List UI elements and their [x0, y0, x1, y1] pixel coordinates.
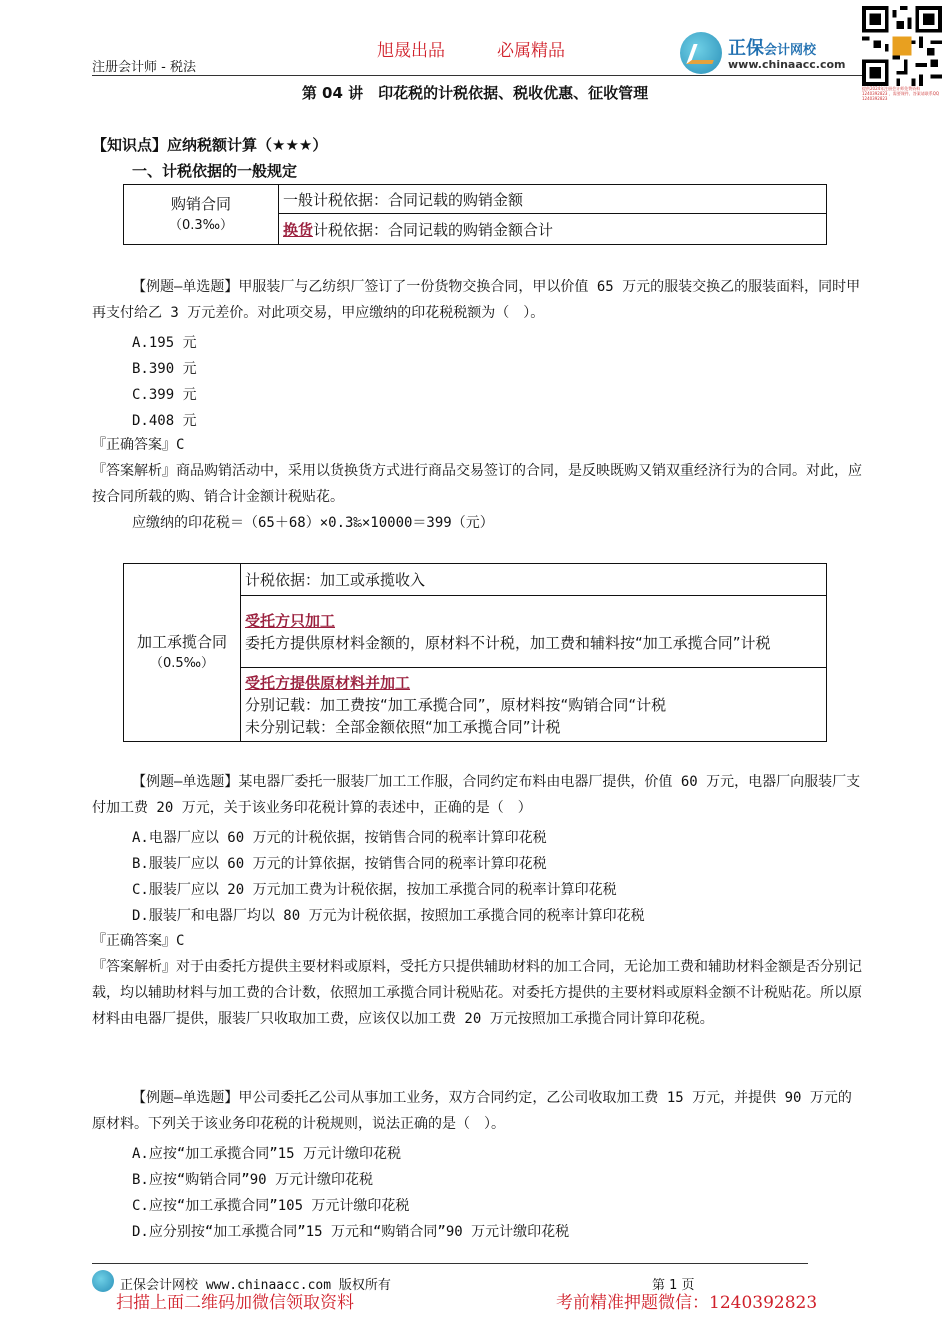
- footer-promo-left: 扫描上面二维码加微信领取资料: [116, 1293, 354, 1313]
- q1-option-d: D.408 元: [132, 413, 197, 429]
- logo-name-main: 正保: [728, 38, 764, 59]
- header-divider: [92, 75, 862, 76]
- q2-option-a: A.电器厂应以 60 万元的计税依据，按销售合同的税率计算印花税: [132, 830, 547, 846]
- processing-contract-table: [123, 563, 827, 742]
- table1-row2-text: 计税依据：合同记载的购销金额合计: [313, 220, 554, 239]
- table2-row1: 计税依据：加工或承揽收入: [241, 564, 827, 596]
- table2-row3-line2: 未分别记载：全部金额依照“加工承揽合同”计税: [245, 717, 561, 736]
- q2-option-d: D.服装厂和电器厂均以 80 万元为计税依据，按照加工承揽合同的税率计算印花税: [132, 908, 645, 924]
- logo-name: [728, 34, 816, 60]
- table2-left-cell: [124, 564, 241, 742]
- q2-answer: 『正确答案』C: [92, 933, 185, 949]
- table2-row3: [241, 668, 827, 742]
- q1-answer: 『正确答案』C: [92, 437, 185, 453]
- table2-row2-text: 委托方提供原材料金额的，原材料不计税，加工费和辅料按“加工承揽合同”计税: [245, 633, 771, 652]
- purchase-sales-table: [123, 184, 827, 245]
- table2-row3-title: 受托方提供原材料并加工: [245, 673, 411, 692]
- knowledge-point-heading: 【知识点】应纳税额计算（★★★）: [92, 136, 328, 154]
- brand-slogan-left: 旭晟出品: [377, 41, 445, 61]
- course-name: 注册会计师 - 税法: [92, 60, 196, 75]
- footer-divider: [92, 1263, 808, 1264]
- q2-option-c: C.服装厂应以 20 万元加工费为计税依据，按加工承揽合同的税率计算印花税: [132, 882, 617, 898]
- logo-name-small: 会计网校: [764, 43, 817, 58]
- q1-option-c: C.399 元: [132, 387, 197, 403]
- footer-copyright: 正保会计网校 www.chinaacc.com 版权所有: [120, 1278, 391, 1293]
- table2-row2: [241, 596, 827, 668]
- q1-analysis: 『答案解析』商品购销活动中，采用以货换货方式进行商品交易签订的合同，是反映既购又销双重经济行为的合同。对此，应按合同所载的购、销合计金额计税贴花。: [92, 463, 862, 505]
- q3-option-a: A.应按“加工承揽合同”15 万元计缴印花税: [132, 1146, 402, 1162]
- q3-stem: 【例题—单选题】甲公司委托乙公司从事加工业务，双方合同约定，乙公司收取加工费 15 万元，并提供 90 万元的原材料。下列关于该业务印花税的计税规则，说法正确的是（ ）。: [92, 1090, 852, 1132]
- table2-rate: （0.5‰）: [149, 655, 215, 671]
- qr-note: 提供2024年注册会计师免费资料 1240392823 ，需要课件、答案请联系QQ 1240392823: [862, 86, 940, 101]
- logo-url: www.chinaacc.com: [728, 58, 846, 71]
- table2-row3-line1: 分别记载：加工费按“加工承揽合同”，原材料按“购销合同“计税: [245, 695, 667, 714]
- table1-left-cell: [124, 185, 279, 245]
- lecture-title: 第 04 讲 印花税的计税依据、税收优惠、征收管理: [301, 84, 649, 102]
- q1-option-b: B.390 元: [132, 361, 197, 377]
- footer-logo-icon: [92, 1270, 114, 1292]
- table2-label: 加工承揽合同: [136, 632, 227, 651]
- q3-option-c: C.应按“加工承揽合同”105 万元计缴印花税: [132, 1198, 410, 1214]
- q3-option-b: B.应按“购销合同”90 万元计缴印花税: [132, 1172, 374, 1188]
- logo-icon: [680, 32, 722, 74]
- q1-calculation: 应缴纳的印花税＝（65＋68）×0.3‰×10000＝399（元）: [132, 515, 494, 531]
- qr-code-icon[interactable]: [862, 6, 942, 86]
- page-number: 第 1 页: [652, 1278, 695, 1293]
- q2-analysis: 『答案解析』对于由委托方提供主要材料或原料，受托方只提供辅助材料的加工合同，无论加工费和辅助材料金额是否分别记载，均以辅助材料与加工费的合计数，依照加工承揽合同计税贴花。对委托方提供的主要材料或原料金额不计税贴花。所以原材料由电器厂提供，服装厂只收取加工费，应该仅以加工费 20 万元按照加工承揽合同计算印花税。: [92, 959, 862, 1027]
- table1-row1: 一般计税依据：合同记载的购销金额: [279, 185, 827, 214]
- footer-promo-right: 考前精准押题微信：1240392823: [556, 1293, 818, 1313]
- q3-option-d: D.应分别按“加工承揽合同”15 万元和“购销合同”90 万元计缴印花税: [132, 1224, 570, 1240]
- barter-highlight: 换货: [283, 220, 314, 239]
- chinaacc-logo: [680, 32, 860, 78]
- table2-row2-title: 受托方只加工: [245, 611, 336, 630]
- q2-option-b: B.服装厂应以 60 万元的计算依据，按销售合同的税率计算印花税: [132, 856, 547, 872]
- section-heading: 一、计税依据的一般规定: [132, 162, 298, 180]
- q1-option-a: A.195 元: [132, 335, 197, 351]
- brand-slogan-right: 必属精品: [497, 41, 565, 61]
- table1-row2: [279, 214, 827, 245]
- q2-stem: 【例题—单选题】某电器厂委托一服装厂加工工作服，合同约定布料由电器厂提供，价值 60 万元，电器厂向服装厂支付加工费 20 万元，关于该业务印花税计算的表述中，正确的是（ ）: [92, 774, 861, 816]
- table1-rate: （0.3‰）: [168, 217, 234, 233]
- table1-label: 购销合同: [170, 194, 231, 213]
- q1-stem: 【例题—单选题】甲服装厂与乙纺织厂签订了一份货物交换合同，甲以价值 65 万元的服装交换乙的服装面料，同时甲再支付给乙 3 万元差价。对此项交易，甲应缴纳的印花税税额为（ ）。: [92, 279, 861, 321]
